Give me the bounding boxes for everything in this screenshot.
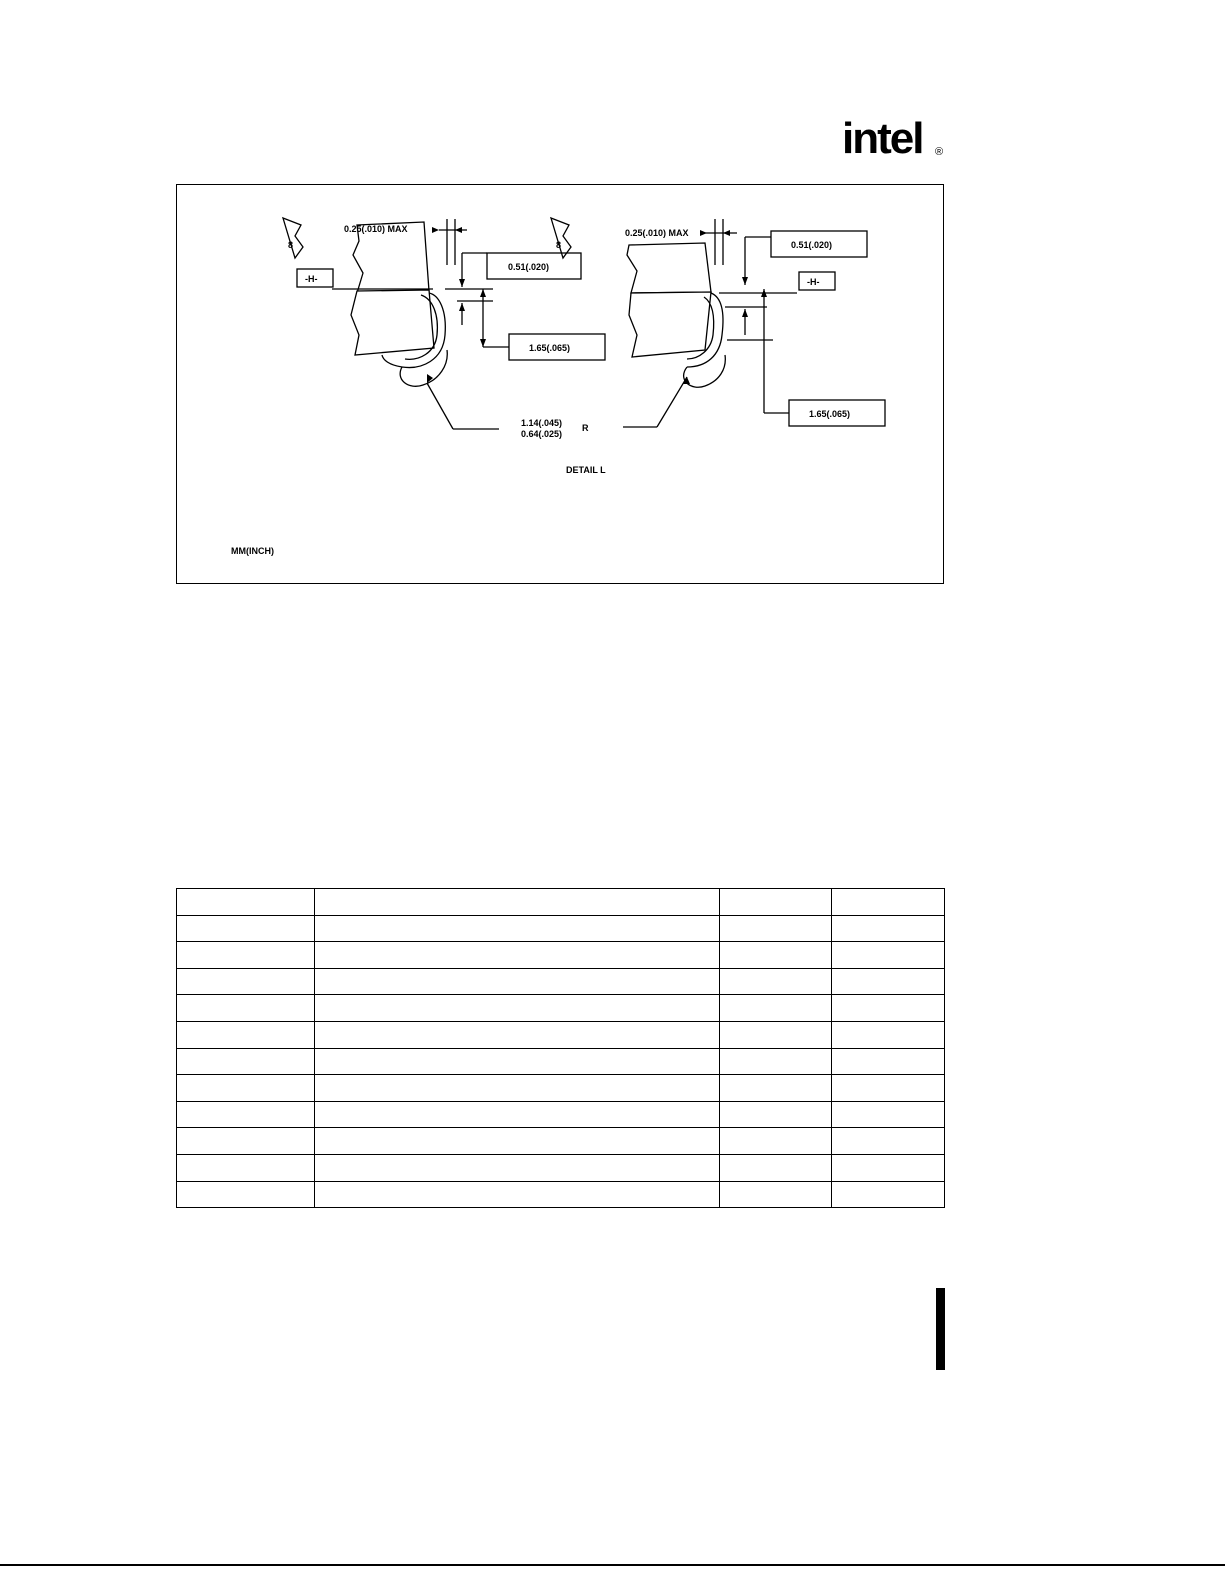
right-dim-a-label: 0.51(.020): [791, 240, 833, 250]
table-cell: [720, 995, 832, 1022]
table-header-cell: [177, 889, 315, 916]
left-note-flag: 8: [288, 240, 294, 250]
table-cell: [314, 1021, 719, 1048]
left-lead-offset-label: 0.25(.010) MAX: [344, 224, 408, 234]
table-cell: [177, 915, 315, 942]
logo-wordmark: intel: [842, 114, 923, 163]
intel-logo-graphic: [842, 113, 952, 173]
left-datum-label: -H-: [305, 274, 318, 284]
table-cell: [177, 1128, 315, 1155]
table-cell: [720, 1181, 832, 1208]
table-cell: [832, 1181, 945, 1208]
table-cell: [832, 1128, 945, 1155]
table-cell: [314, 942, 719, 969]
table-cell: [177, 1101, 315, 1128]
radius-symbol: R: [582, 423, 589, 433]
table-cell: [720, 1021, 832, 1048]
table-cell: [314, 968, 719, 995]
footer-rule: [0, 1564, 1225, 1566]
table-cell: [177, 942, 315, 969]
right-note-flag-triangle: [551, 218, 571, 258]
left-dim-a-label: 0.51(.020): [508, 262, 550, 272]
table-row: [177, 1181, 945, 1208]
registered-mark: ®: [935, 146, 944, 158]
section-edge-mark: [936, 1288, 945, 1370]
detail-l-drawing: [177, 185, 945, 585]
detail-l-figure: [176, 184, 944, 584]
arrowhead: [742, 309, 748, 317]
table-row: [177, 968, 945, 995]
table-header-cell: [720, 889, 832, 916]
table-row: [177, 1075, 945, 1102]
left-radius-leader-a: [427, 383, 453, 429]
table-cell: [314, 1154, 719, 1181]
table-cell: [177, 1154, 315, 1181]
table-cell: [832, 968, 945, 995]
units-note: MM(INCH): [231, 546, 274, 556]
table-cell: [720, 942, 832, 969]
right-radius-arc: [684, 355, 726, 387]
right-package-lower: [629, 292, 711, 357]
arrowhead: [723, 230, 730, 236]
table-cell: [177, 1181, 315, 1208]
table-cell: [314, 995, 719, 1022]
right-package-body: [627, 243, 711, 293]
table-header-cell: [832, 889, 945, 916]
table-cell: [832, 1075, 945, 1102]
arrowhead: [455, 227, 462, 233]
table-cell: [832, 1154, 945, 1181]
right-note-flag: 8: [556, 240, 562, 250]
table-cell: [314, 915, 719, 942]
arrowhead: [742, 277, 748, 285]
arrowhead: [700, 230, 707, 236]
left-note-flag-triangle: [283, 218, 303, 258]
table-cell: [177, 968, 315, 995]
table-cell: [832, 1101, 945, 1128]
arrowhead: [459, 279, 465, 287]
table-cell: [832, 995, 945, 1022]
table-row: [177, 995, 945, 1022]
table-cell: [720, 968, 832, 995]
table-row: [177, 1128, 945, 1155]
arrowhead: [480, 339, 486, 347]
table-cell: [314, 1048, 719, 1075]
table-cell: [177, 1048, 315, 1075]
table-cell: [314, 1128, 719, 1155]
left-package-lower: [351, 290, 434, 355]
table-cell: [832, 1021, 945, 1048]
arrowhead: [432, 227, 439, 233]
table-cell: [832, 1048, 945, 1075]
left-dim-b-label: 1.65(.065): [529, 343, 571, 353]
table-cell: [314, 1181, 719, 1208]
arrowhead: [459, 303, 465, 311]
radius-max-label: 1.14(.045): [521, 418, 563, 428]
table-row: [177, 915, 945, 942]
right-dim-b-label: 1.65(.065): [809, 409, 851, 419]
table-header-row: [177, 889, 945, 916]
table-row: [177, 1048, 945, 1075]
table-cell: [177, 995, 315, 1022]
table-row: [177, 942, 945, 969]
table-row: [177, 1154, 945, 1181]
table-cell: [832, 942, 945, 969]
table-cell: [832, 915, 945, 942]
table-cell: [720, 1154, 832, 1181]
table-cell: [314, 1101, 719, 1128]
dimension-table: [176, 888, 945, 1208]
table-row: [177, 1021, 945, 1048]
intel-logo: [842, 113, 952, 173]
table-cell: [720, 1075, 832, 1102]
radius-min-label: 0.64(.025): [521, 429, 563, 439]
table-cell: [720, 915, 832, 942]
table-cell: [720, 1128, 832, 1155]
table-header-cell: [314, 889, 719, 916]
table-row: [177, 1101, 945, 1128]
table-cell: [720, 1101, 832, 1128]
right-lead-offset-label: 0.25(.010) MAX: [625, 228, 689, 238]
table-cell: [177, 1021, 315, 1048]
table-cell: [177, 1075, 315, 1102]
right-radius-leader-a: [657, 377, 687, 427]
arrowhead: [480, 289, 486, 297]
table-cell: [314, 1075, 719, 1102]
right-datum-label: -H-: [807, 277, 820, 287]
detail-caption: DETAIL L: [566, 465, 606, 475]
table-cell: [720, 1048, 832, 1075]
